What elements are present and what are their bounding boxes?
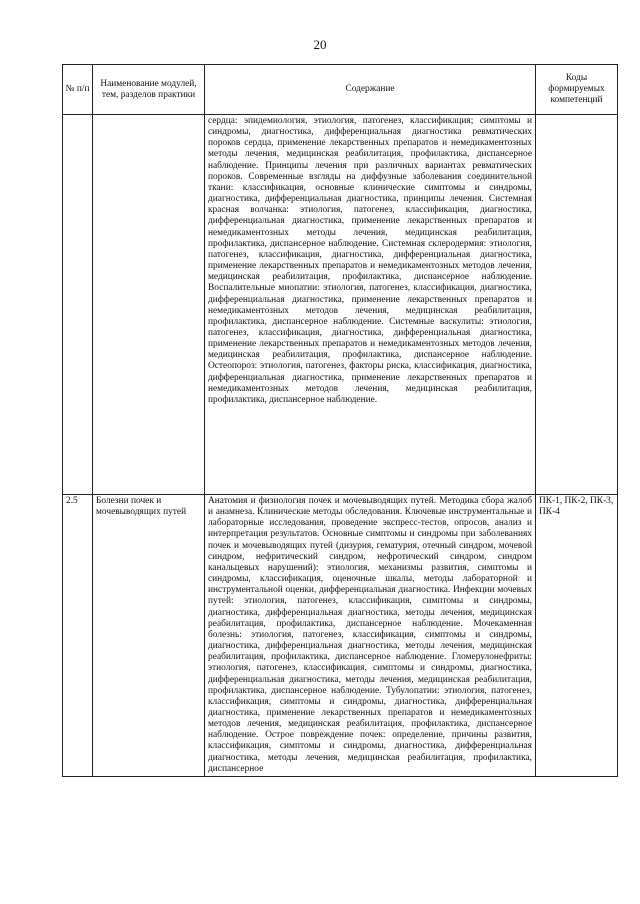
page-number: 20 bbox=[313, 37, 327, 52]
row-content: Анатомия и физиология почек и мочевыводящих путей. Методика сбора жалоб и анамнеза. Клинические методы обследования. Ключевые инструментальные и лабораторные исследования, проведение экспресс-тестов, опросов, анализ и интерпретация результатов. Основные симптомы и синдромы при заболеваниях почек и мочевыводящих путей (дизурия, гематурия, отечный синдром, мочевой синдром, нефритический синдром, нефротический синдром, синдром канальцевых нарушений): этиология, механизмы развития, симптомы и синдромы, классификация, оценочные шкалы, методы лабораторной и инструментальной оценки, дифференциальная диагностика. Инфекции мочевых путей: этиология, патогенез, классификация, симптомы и синдромы, диагностика, дифференциальная диагностика, методы лечения, медицинская реабилитация, профилактика, диспансерное наблюдение. Мочекаменная болезнь: этиология, патогенез, классификация, симптомы и синдромы, диагностика, дифференциальная диагностика, методы лечения, медицинская реабилитация, профилактика, диспансерное наблюдение. Гломерулонефриты: этиология, патогенез, классификация, симптомы и синдромы, диагностика, дифференциальная диагностика, методы лечения, медицинская реабилитация, профилактика, диспансерное наблюдение. Тубулопатии: этиология, патогенез, классификация, симптомы и синдромы, диагностика, дифференциальная диагностика, применение лекарственных препаратов и немедикаментозных методов лечения, медицинская реабилитация, профилактика, диспансерное наблюдение. Острое повреждение почек: определение, причины развития, классификация, симптомы и синдромы, диагностика, дифференциальная диагностика, методы лечения, медицинская реабилитация, профилактика, диспансерное bbox=[205, 495, 536, 777]
row-module-name bbox=[93, 115, 205, 495]
curriculum-table bbox=[62, 64, 618, 777]
row-number: 2.5 bbox=[63, 495, 93, 777]
table-row bbox=[63, 495, 618, 777]
row-competency-codes: ПК-1, ПК-2, ПК-3, ПК-4 bbox=[536, 495, 618, 777]
row-number bbox=[63, 115, 93, 495]
header-number: № п/п bbox=[63, 65, 93, 115]
row-content: сердца: эпидемиология, этиология, патогенез, классификация; симптомы и синдромы, диагностика, дифференциальная диагностика ревматических пороков сердца, применение лекарственных препаратов и немедикаментозных методы лечения, медицинская реабилитация, профилактика, диспансерное наблюдение. Принципы лечения при различных вариантах ревматических пороков. Современные взгляды на диффузные заболевания соединительной ткани: классификация, основные клинические симптомы и синдромы, диагностика, дифференциальная диагностика, принципы лечения. Системная красная волчанка: этиология, патогенез, классификация, диагностика, дифференциальная диагностика, применение лекарственных препаратов и немедикаментозных методы лечения, медицинская реабилитация, профилактика, диспансерное наблюдение. Системная склеродермия: этиология, патогенез, классификация, диагностика, дифференциальная диагностика, применение лекарственных препаратов и немедикаментозных методов лечения, медицинская реабилитация, профилактика, диспансерное наблюдение. Воспалительные миопатии: этиология, патогенез, классификация, диагностика, дифференциальная диагностика, применение лекарственных препаратов и немедикаментозных методов лечения, медицинская реабилитация, профилактика, диспансерное наблюдение. Системные васкулиты: этиология, патогенез, классификация, диагностика, дифференциальная диагностика, применение лекарственных препаратов и немедикаментозных методов лечения, медицинская реабилитация, профилактика, диспансерное наблюдение. Остеопороз: этиология, патогенез, факторы риска, классификация, диагностика, дифференциальная диагностика, применение лекарственных препаратов и немедикаментозных методов лечения, медицинская реабилитация, профилактика, диспансерное наблюдение. bbox=[205, 115, 536, 495]
table-header-row bbox=[63, 65, 618, 115]
header-competency-codes: Коды формируемых компетенций bbox=[536, 65, 618, 115]
header-module-name: Наименование модулей, тем, разделов практики bbox=[93, 65, 205, 115]
row-competency-codes bbox=[536, 115, 618, 495]
table-row bbox=[63, 115, 618, 495]
row-module-name: Болезни почек и мочевыводящих путей bbox=[93, 495, 205, 777]
header-content: Содержание bbox=[205, 65, 536, 115]
